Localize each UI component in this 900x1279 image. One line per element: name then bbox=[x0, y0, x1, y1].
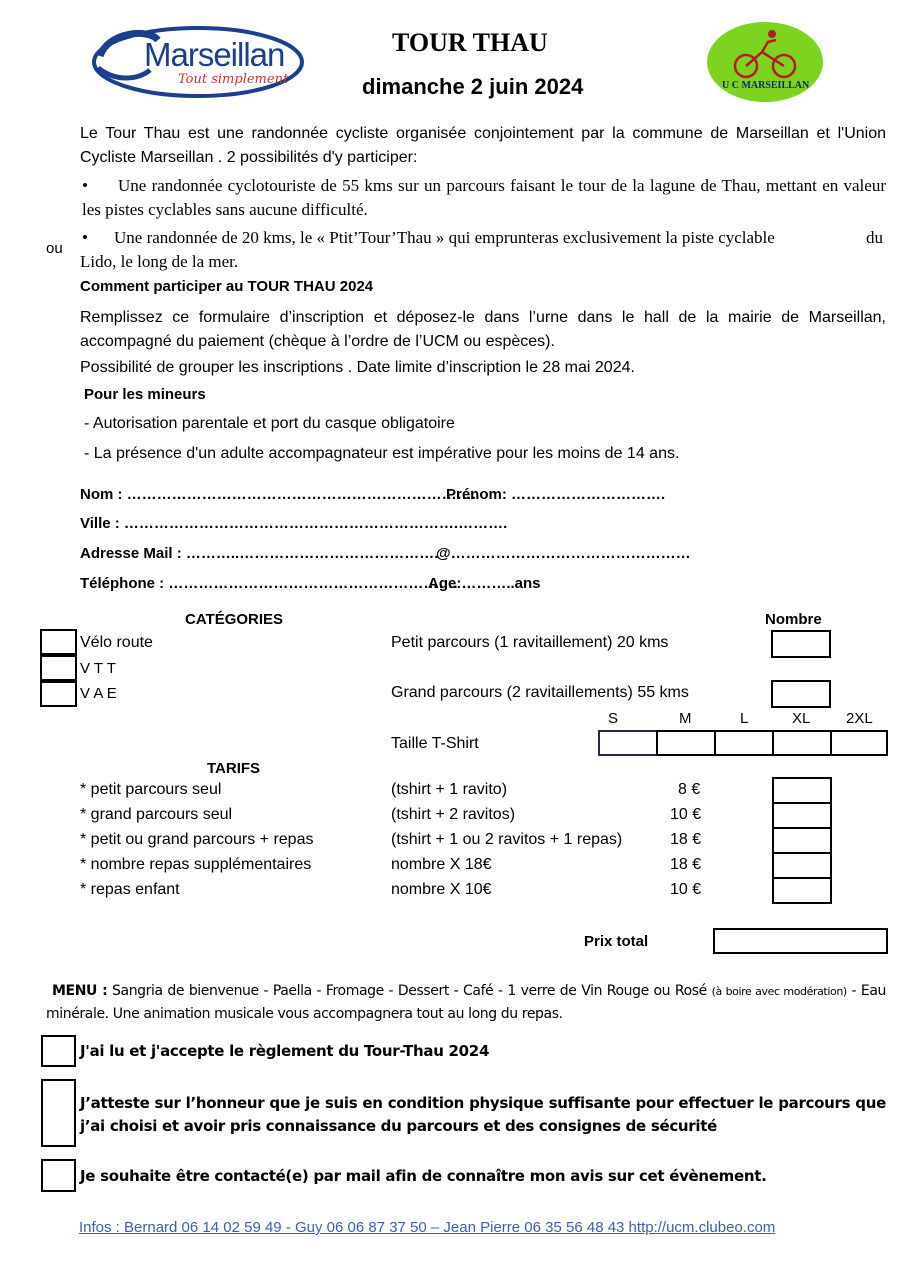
size-l-label: L bbox=[740, 710, 749, 727]
tarif-price: 18 € bbox=[670, 831, 702, 848]
fitness-checkbox[interactable] bbox=[41, 1079, 76, 1147]
tarif-label: * repas enfant bbox=[80, 881, 180, 898]
bullet-icon: • bbox=[82, 228, 88, 247]
menu-text: Sangria de bienvenue - Paella - Fromage - Dessert - Café - 1 verre de Vin Rouge ou Rosé bbox=[112, 983, 707, 999]
age-field[interactable]: Age:………..ans bbox=[428, 575, 541, 592]
size-2xl-label: 2XL bbox=[846, 710, 873, 727]
footer-infos-link[interactable]: Infos : Bernard 06 14 02 59 49 - Guy 06 06 87 37 50 – Jean Pierre 06 35 56 48 43 http://ucm.clubeo.com bbox=[79, 1219, 776, 1236]
tarif-price: 8 € bbox=[678, 781, 701, 798]
size-xl-label: XL bbox=[792, 710, 811, 727]
tarif-count-box[interactable] bbox=[772, 852, 832, 879]
minors-item-1: - Autorisation parentale et port du casque obligatoire bbox=[84, 415, 455, 432]
option-1 bbox=[82, 174, 886, 222]
category-velo-route: Vélo route bbox=[80, 634, 153, 651]
total-price-box[interactable] bbox=[713, 928, 888, 954]
bullet-icon: • bbox=[82, 176, 88, 195]
fitness-text: J’atteste sur l’honneur que je suis en condition physique suffisante pour effectuer le parcours que j’ai choisi et avoir pris connaissance du parcours et des consignes de sécurité bbox=[80, 1094, 886, 1135]
petit-parcours-count-box[interactable] bbox=[771, 630, 831, 658]
option-2 bbox=[82, 226, 886, 250]
tarif-label: * grand parcours seul bbox=[80, 806, 233, 823]
tarifs-title: TARIFS bbox=[207, 760, 261, 777]
category-vtt: V T T bbox=[80, 660, 116, 677]
contact-checkbox[interactable] bbox=[41, 1159, 76, 1192]
how-text: Remplissez ce formulaire d’inscription et déposez-le dans l’urne dans le hall de la mairie de Marseillan, accompagné du paiement (chèque à l’ordre de l’UCM ou espèces). bbox=[80, 309, 886, 350]
option-1-text: Une randonnée cyclotouriste de 55 kms sur un parcours faisant le tour de la lagune de Thau, mettant en valeur les pistes cyclables sans aucune difficulté. bbox=[82, 176, 886, 219]
email-domain-field[interactable]: @………………………………………… bbox=[436, 545, 691, 562]
tarif-detail: (tshirt + 2 ravitos) bbox=[391, 806, 516, 823]
contact-text: Je souhaite être contacté(e) par mail afin de connaître mon avis sur cet évènement. bbox=[80, 1167, 767, 1185]
size-s-box[interactable] bbox=[598, 730, 658, 756]
velo-route-checkbox[interactable] bbox=[40, 629, 77, 655]
option-2-end: Lido, le long de la mer. bbox=[80, 252, 239, 271]
rules-text: J'ai lu et j'accepte le règlement du Tour-Thau 2024 bbox=[80, 1042, 490, 1060]
menu-paragraph bbox=[46, 980, 886, 1025]
category-vae: V A E bbox=[80, 685, 117, 702]
vae-checkbox[interactable] bbox=[40, 681, 77, 707]
grand-parcours-label: Grand parcours (2 ravitaillements) 55 kms bbox=[391, 684, 689, 701]
logo-name: Marseillan bbox=[144, 36, 285, 73]
tarif-price: 10 € bbox=[670, 806, 702, 823]
tarif-detail: nombre X 18€ bbox=[391, 856, 492, 873]
size-2xl-box[interactable] bbox=[830, 730, 888, 756]
marseillan-logo bbox=[88, 22, 304, 100]
nombre-title: Nombre bbox=[765, 611, 822, 628]
logo-tagline: Tout simplement bbox=[178, 72, 289, 87]
option-2-du: du bbox=[866, 228, 883, 247]
size-l-box[interactable] bbox=[714, 730, 774, 756]
categories-title: CATÉGORIES bbox=[185, 611, 284, 628]
tarif-count-box[interactable] bbox=[772, 777, 832, 804]
tarif-detail: (tshirt + 1 ravito) bbox=[391, 781, 508, 798]
tarif-count-box[interactable] bbox=[772, 802, 832, 829]
size-m-box[interactable] bbox=[656, 730, 716, 756]
tshirt-label: Taille T-Shirt bbox=[391, 735, 479, 752]
tarif-label: * nombre repas supplémentaires bbox=[80, 856, 312, 873]
minors-title: Pour les mineurs bbox=[84, 386, 206, 403]
nom-field[interactable]: Nom : ……………………………………………………………. bbox=[80, 486, 476, 503]
tarif-detail: nombre X 10€ bbox=[391, 881, 492, 898]
intro-text: Le Tour Thau est une randonnée cycliste organisée conjointement par la commune de Marseillan et l'Union Cycliste Marseillan . 2 possibilités d'y participer: bbox=[80, 125, 886, 166]
minors-item-2: - La présence d'un adulte accompagnateur est impérative pour les moins de 14 ans. bbox=[84, 445, 680, 462]
tarif-count-box[interactable] bbox=[772, 877, 832, 904]
event-date: dimanche 2 juin 2024 bbox=[362, 74, 584, 99]
tarif-count-box[interactable] bbox=[772, 827, 832, 854]
tarif-label: * petit parcours seul bbox=[80, 781, 222, 798]
menu-label: MENU : bbox=[52, 983, 108, 999]
tarif-price: 10 € bbox=[670, 881, 702, 898]
size-s-label: S bbox=[608, 710, 619, 727]
menu-rest: - Eau minérale. Une animation musicale vous accompagnera tout au long du repas. bbox=[46, 983, 886, 1022]
telephone-field[interactable]: Téléphone : …………………………………………………. bbox=[80, 575, 458, 592]
prenom-field[interactable]: Prénom: …………………………. bbox=[446, 486, 666, 503]
group-text: Possibilité de grouper les inscriptions . Date limite d’inscription le 28 mai 2024. bbox=[80, 359, 635, 376]
how-title: Comment participer au TOUR THAU 2024 bbox=[80, 278, 374, 295]
petit-parcours-label: Petit parcours (1 ravitaillement) 20 kms bbox=[391, 634, 669, 651]
grand-parcours-count-box[interactable] bbox=[771, 680, 831, 708]
size-m-label: M bbox=[679, 710, 692, 727]
rules-checkbox[interactable] bbox=[41, 1035, 76, 1067]
tarif-detail: (tshirt + 1 ou 2 ravitos + 1 repas) bbox=[391, 831, 623, 848]
menu-small: (à boire avec modération) bbox=[711, 985, 847, 998]
total-label: Prix total bbox=[584, 933, 649, 950]
email-field[interactable]: Adresse Mail : ………..…………………………………. bbox=[80, 545, 439, 562]
ucm-logo bbox=[706, 22, 824, 102]
size-xl-box[interactable] bbox=[772, 730, 832, 756]
ucm-logo-text: U C MARSEILLAN bbox=[722, 80, 810, 91]
ou-label: ou bbox=[46, 240, 63, 257]
vtt-checkbox[interactable] bbox=[40, 655, 77, 681]
tarif-label: * petit ou grand parcours + repas bbox=[80, 831, 314, 848]
ville-field[interactable]: Ville : ………………………………………………………….………. bbox=[80, 515, 508, 532]
tarif-price: 18 € bbox=[670, 856, 702, 873]
option-2-text: Une randonnée de 20 kms, le « Ptit’Tour’Thau » qui emprunteras exclusivement la piste cyclable bbox=[114, 228, 775, 247]
page-title: TOUR THAU bbox=[392, 28, 548, 57]
